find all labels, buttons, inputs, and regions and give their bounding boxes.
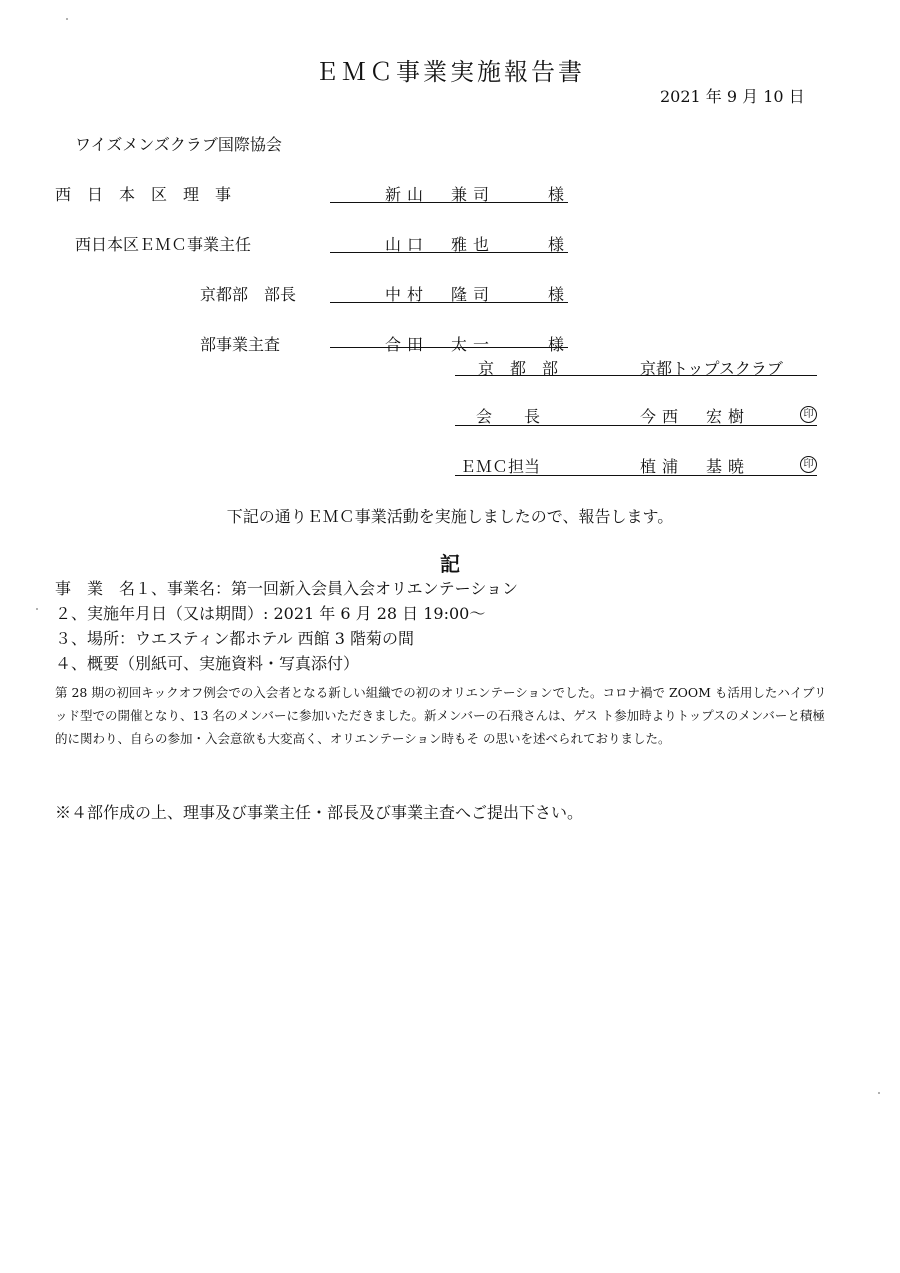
sender-underline-president <box>455 425 817 426</box>
document-date: 2021 年 9 月 10 日 <box>660 87 805 106</box>
scan-speck <box>36 608 38 610</box>
scan-speck <box>878 1092 880 1094</box>
sender-underline-division <box>455 375 817 376</box>
recipient-title-2: 西日本区ＥＭＣ事業主任 <box>75 235 252 254</box>
sender-club-name: 京都トップスクラブ <box>640 359 783 378</box>
item-overview-heading: ４、概要（別紙可、実施資料・写真添付） <box>55 654 360 673</box>
recipient-honorific-4: 様 <box>548 335 565 354</box>
recipient-underline-4 <box>330 347 568 348</box>
sender-president-label: 会 長 <box>476 407 541 426</box>
overview-summary: 第 28 期の初回キックオフ例会での入会者となる新しい組織での初のオリエンテーションでした。コロナ禍で ZOOM も活用したハイブリッド型での開催となり、13 名のメンバーに参加いただきました。新メンバーの石飛さんは、ゲス ト参加時よりトップスのメンバーと積極的に関わり、自らの参加・入会意欲も大変高く、オリエンテーション時もそ の思いを述べられておりました。 <box>55 685 827 746</box>
recipient-name-4: 合田 太一 <box>385 335 496 354</box>
document-title: ＥＭＣ事業実施報告書 <box>315 58 585 86</box>
recipient-name-1: 新山 兼司 <box>385 185 496 204</box>
recipient-name-2: 山口 雅也 <box>385 235 496 254</box>
sender-president-name: 今西 宏樹 <box>640 407 751 426</box>
seal-mark-president: 印 <box>800 406 817 423</box>
ki-heading: 記 <box>440 552 460 576</box>
sender-underline-emc <box>455 475 817 476</box>
recipient-title-1: 西 日 本 区 理 事 <box>55 185 232 204</box>
sender-division-label: 京 都 部 <box>478 359 559 378</box>
item-place: ３、場所：ウエスティン都ホテル 西館 3 階菊の間 <box>55 629 415 648</box>
item-date: ２、実施年月日（又は期間）: 2021 年 6 月 28 日 19:00〜 <box>55 604 486 623</box>
intro-sentence: 下記の通りＥＭＣ事業活動を実施しましたので、報告します。 <box>226 507 674 526</box>
item-project-name: 事 業 名１、事業名：第一回新入会員入会オリエンテーション <box>55 579 519 598</box>
sender-emc-name: 植浦 基暁 <box>640 457 751 476</box>
organization-name: ワイズメンズクラブ国際協会 <box>75 135 282 154</box>
scan-speck <box>66 18 68 20</box>
recipient-underline-1 <box>330 202 568 203</box>
recipient-honorific-2: 様 <box>548 235 565 254</box>
recipient-title-3: 京都部 部長 <box>200 285 297 304</box>
recipient-underline-2 <box>330 252 568 253</box>
submission-note: ※４部作成の上、理事及び事業主任・部長及び事業主査へご提出下さい。 <box>55 803 584 822</box>
recipient-underline-3 <box>330 302 568 303</box>
seal-mark-emc: 印 <box>800 456 817 473</box>
recipient-honorific-1: 様 <box>548 185 565 204</box>
recipient-title-4: 部事業主査 <box>200 335 281 354</box>
recipient-name-3: 中村 隆司 <box>385 285 496 304</box>
sender-emc-label: ＥＭＣ担当 <box>460 457 541 476</box>
recipient-honorific-3: 様 <box>548 285 565 304</box>
